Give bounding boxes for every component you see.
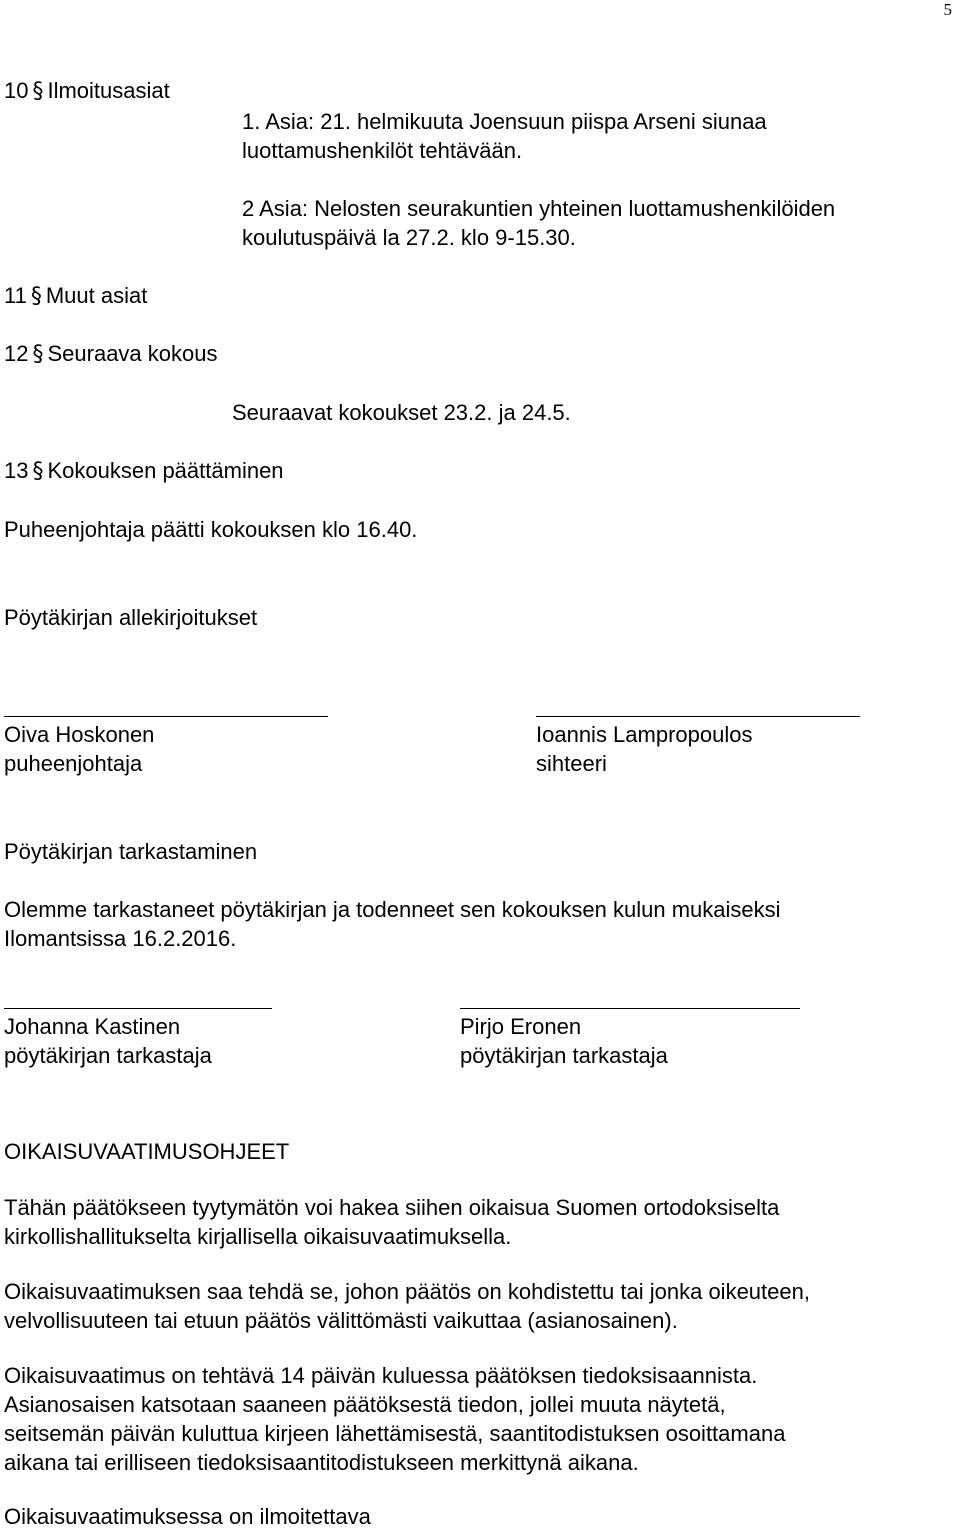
signature-line-reviewer-2 — [460, 1008, 800, 1009]
review-heading: Pöytäkirjan tarkastaminen — [4, 839, 258, 864]
appeal-paragraph-2-line-2: velvollisuuteen tai etuun päätös välittömästi vaikuttaa (asianosainen). — [4, 1308, 678, 1333]
reviewer-1-name: Johanna Kastinen — [4, 1014, 181, 1039]
appeal-paragraph-1-line-1: Tähän päätökseen tyytymätön voi hakea siihen oikaisua Suomen ortodoksiselta — [4, 1195, 780, 1220]
signature-line-secretary — [536, 716, 860, 717]
section-number: 10 — [4, 78, 29, 103]
signatures-heading: Pöytäkirjan allekirjoitukset — [4, 605, 258, 630]
signature-line-reviewer-1 — [4, 1008, 272, 1009]
chair-name: Oiva Hoskonen — [4, 722, 155, 747]
section-symbol: § — [30, 284, 42, 309]
section-title: Seuraava kokous — [47, 341, 218, 366]
section-symbol: § — [32, 79, 44, 104]
section-symbol: § — [32, 342, 44, 367]
section-title: Muut asiat — [45, 283, 148, 308]
announcement-1-line-1: 1. Asia: 21. helmikuuta Joensuun piispa Arseni siunaa — [242, 109, 767, 134]
section-title: Kokouksen päättäminen — [47, 458, 284, 483]
review-text-line-1: Olemme tarkastaneet pöytäkirjan ja todenneet sen kokouksen kulun mukaiseksi — [4, 897, 781, 922]
appeal-paragraph-1-line-2: kirkollishallitukselta kirjallisella oikaisuvaatimuksella. — [4, 1224, 512, 1249]
section-number: 12 — [4, 341, 29, 366]
chair-role: puheenjohtaja — [4, 751, 143, 776]
section-13-heading — [4, 456, 284, 486]
page-number: 5 — [943, 0, 952, 19]
appeal-last-line: Oikaisuvaatimuksessa on ilmoitettava — [4, 1504, 371, 1529]
appeal-paragraph-3-line-3: seitsemän päivän kuluttua kirjeen lähettämisestä, saantitodistuksen osoittamana — [4, 1421, 786, 1446]
section-number: 11 — [4, 283, 27, 308]
secretary-role: sihteeri — [536, 751, 607, 776]
section-symbol: § — [32, 459, 44, 484]
closing-text: Puheenjohtaja päätti kokouksen klo 16.40. — [4, 517, 418, 542]
announcement-2-line-2: koulutuspäivä la 27.2. klo 9-15.30. — [242, 225, 576, 250]
section-number: 13 — [4, 458, 29, 483]
appeal-paragraph-2-line-1: Oikaisuvaatimuksen saa tehdä se, johon päätös on kohdistettu tai jonka oikeuteen, — [4, 1279, 810, 1304]
section-10-heading — [4, 76, 170, 106]
next-meeting-text: Seuraavat kokoukset 23.2. ja 24.5. — [232, 400, 571, 425]
appeal-heading: OIKAISUVAATIMUSOHJEET — [4, 1139, 290, 1164]
reviewer-2-role: pöytäkirjan tarkastaja — [460, 1043, 668, 1068]
section-12-heading — [4, 339, 217, 369]
reviewer-2-name: Pirjo Eronen — [460, 1014, 582, 1039]
appeal-paragraph-3-line-4: aikana tai erilliseen tiedoksisaantitodistukseen merkittynä aikana. — [4, 1450, 639, 1475]
appeal-paragraph-3-line-2: Asianosaisen katsotaan saaneen päätöksestä tiedon, jollei muuta näytetä, — [4, 1392, 726, 1417]
appeal-paragraph-3-line-1: Oikaisuvaatimus on tehtävä 14 päivän kuluessa päätöksen tiedoksisaannista. — [4, 1363, 758, 1388]
announcement-2-line-1: 2 Asia: Nelosten seurakuntien yhteinen luottamushenkilöiden — [242, 196, 836, 221]
announcement-1-line-2: luottamushenkilöt tehtävään. — [242, 138, 523, 163]
review-text-line-2: Ilomantsissa 16.2.2016. — [4, 926, 237, 951]
reviewer-1-role: pöytäkirjan tarkastaja — [4, 1043, 212, 1068]
secretary-name: Ioannis Lampropoulos — [536, 722, 753, 747]
signature-line-chair — [4, 716, 328, 717]
section-11-heading — [4, 281, 147, 311]
section-title: Ilmoitusasiat — [47, 78, 170, 103]
